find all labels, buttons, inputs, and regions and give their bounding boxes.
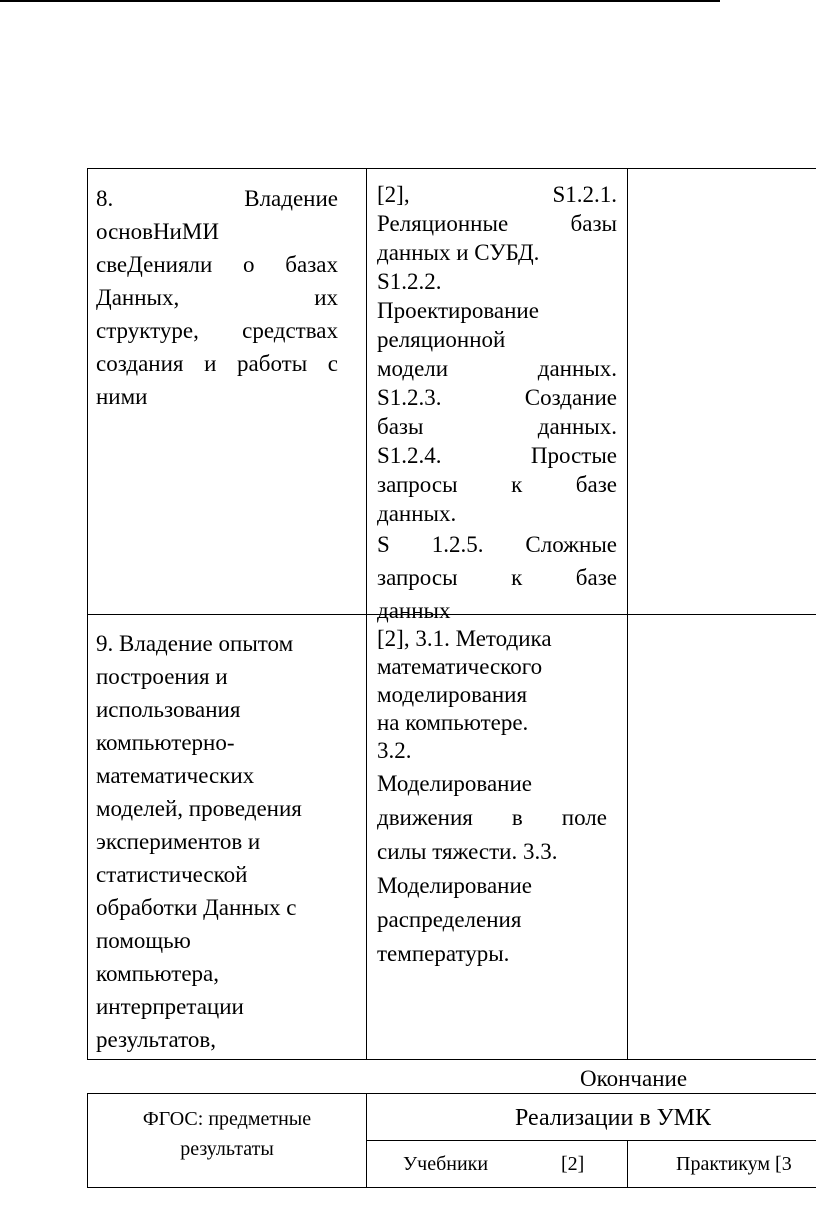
row8-line: запросы к базе: [377, 565, 617, 590]
row9-line: результатов,: [96, 1027, 216, 1052]
row8-line: основНиМИ: [96, 219, 219, 244]
header-textbooks: Учебники: [403, 1153, 489, 1175]
row8-line: данных.: [377, 501, 457, 526]
row8-line: S1.2.4. Простые: [377, 443, 617, 468]
row9-line: математического: [377, 654, 543, 679]
row9-line: интерпретации: [96, 994, 244, 1019]
row8-num: 8.: [96, 186, 114, 211]
row8-ref: [2],: [377, 182, 410, 207]
row8-line: структуре, средствах: [96, 318, 338, 343]
row9-line: построения и: [96, 664, 228, 689]
row9-line: Моделирование: [377, 771, 533, 796]
row9-line: статистической: [96, 862, 248, 887]
header-fgos-line2: результаты: [180, 1138, 274, 1160]
row8-line: Реляционные базы: [377, 211, 617, 236]
row9-line: экспериментов и: [96, 829, 261, 854]
row9-line: температуры.: [377, 941, 510, 966]
column-divider-1: [366, 168, 367, 1060]
row8-ref: S1.2.1.: [552, 182, 617, 207]
row9-line: распределения: [377, 907, 522, 932]
ending-label: Окончание: [580, 1066, 688, 1091]
row8-line: ними: [96, 384, 148, 409]
row9-line: компьютерно-: [96, 730, 235, 755]
table-bottom-border: [87, 1059, 816, 1060]
row9-line: моделирования: [377, 682, 528, 707]
header-divider-2: [627, 1140, 628, 1188]
header-divider-1: [366, 1093, 367, 1188]
column-divider-2: [627, 168, 628, 1060]
row8-line: модели данных.: [377, 356, 617, 381]
row9-line: помощью: [96, 928, 191, 953]
row8-line: данных и СУБД.: [377, 240, 540, 265]
table-top-border: [87, 168, 816, 169]
row8-line: реляционной: [377, 327, 506, 352]
row8-line: их: [314, 285, 338, 310]
row8-line: запросы к базе: [377, 472, 617, 497]
row9-line: [2], 3.1. Методика: [377, 626, 552, 651]
row9-line: компьютера,: [96, 961, 220, 986]
header-workshop: Практикум [3: [676, 1153, 792, 1175]
header-textbooks-ref: [2]: [561, 1153, 585, 1175]
row8-line: S1.2.2.: [377, 269, 442, 294]
row9-line: математических: [96, 763, 255, 788]
row8-textbook-cell: [377, 180, 617, 627]
row8-line: данных: [377, 598, 451, 623]
header-mid-border: [366, 1140, 816, 1141]
header-top-border: [87, 1093, 816, 1094]
row8-line: S1.2.3. Создание: [377, 385, 617, 410]
row8-fgos-cell: [96, 182, 338, 413]
row8-line: создания и работы с: [96, 351, 338, 376]
row8-line: Проектирование: [377, 298, 539, 323]
top-rule: [0, 0, 720, 2]
row9-line: обработки Данных с: [96, 895, 297, 920]
row9-fgos-cell: [96, 627, 356, 1056]
row9-textbook-cell: [377, 625, 607, 971]
header-bottom-border: [87, 1187, 816, 1188]
row8-line: S 1.2.5. Сложные: [377, 532, 617, 557]
header-fgos-cell: [88, 1104, 366, 1164]
row8-line: Данных,: [96, 285, 180, 310]
row8-word: Владение: [244, 186, 338, 211]
row9-line: движения в поле: [377, 805, 607, 830]
table-left-border: [87, 168, 88, 1060]
row8-line: базы данных.: [377, 414, 617, 439]
row9-line: на компьютере.: [377, 710, 529, 735]
header-fgos-line1: ФГОС: предметные: [142, 1108, 312, 1130]
row9-line: силы тяжести. 3.3.: [377, 839, 558, 864]
row9-line: моделей, проведения: [96, 796, 302, 821]
row9-line: 9. Владение опытом: [96, 631, 294, 656]
header-umk-title: Реализации в УМК: [515, 1105, 711, 1131]
row8-line: свеДенияли о базах: [96, 252, 338, 277]
row9-line: использования: [96, 697, 241, 722]
row9-line: 3.2.: [377, 738, 412, 763]
row9-line: Моделирование: [377, 873, 533, 898]
